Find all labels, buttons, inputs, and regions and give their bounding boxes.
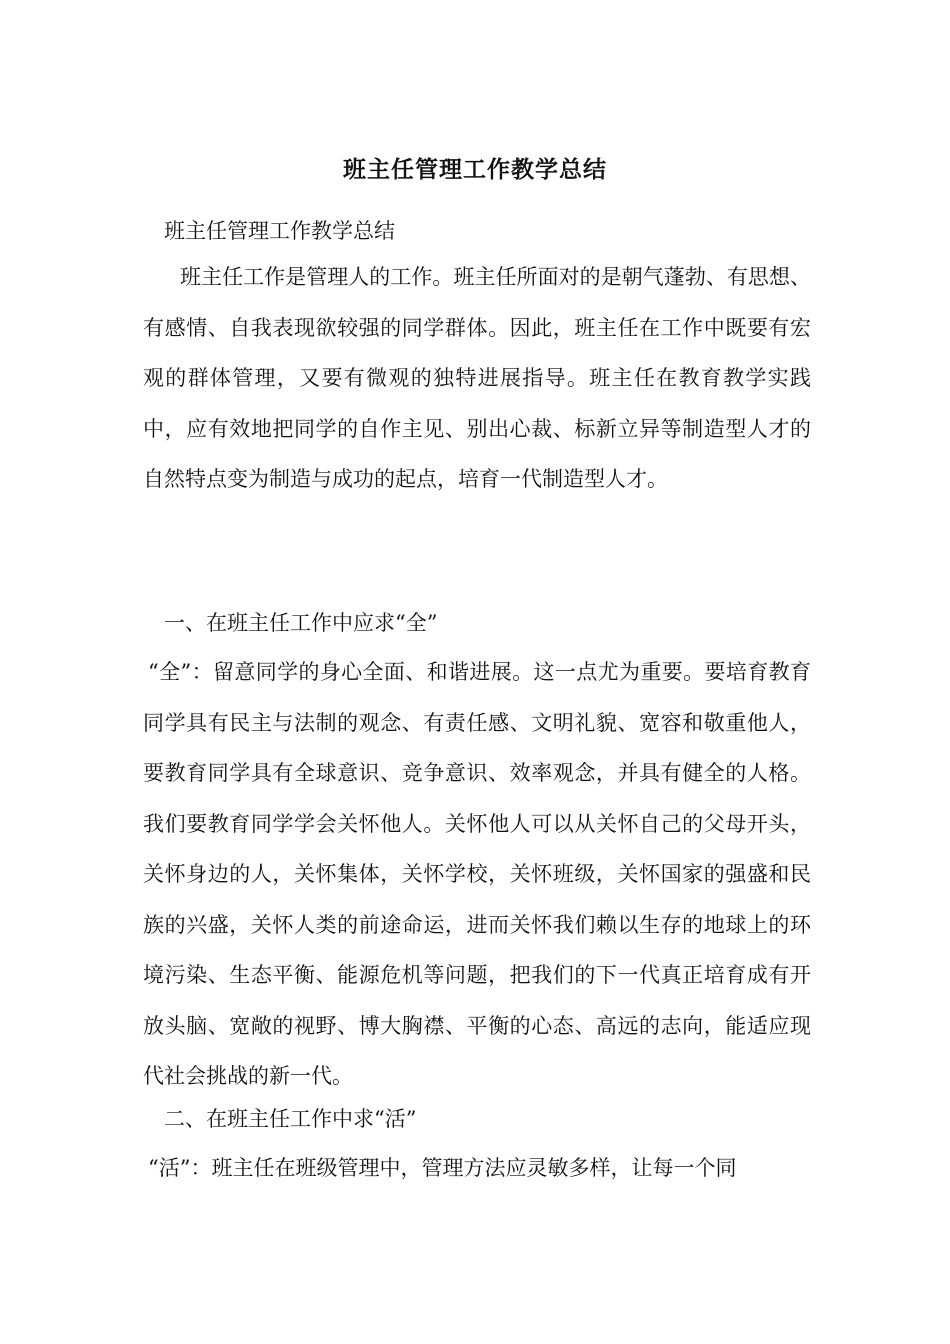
section-paragraph-1: “全”：留意同学的身心全面、和谐进展。这一点尤为重要。要培育教育同学具有民主与法制的观念、有责任感、文明礼貌、宽容和敬重他人，要教育同学具有全球意识、竞争意识、效率观念，并具有健全的人格。我们要教育同学学会关怀他人。关怀他人可以从关怀自己的父母开头，关怀身边的人，关怀集体，关怀学校，关怀班级，关怀国家的强盛和民族的兴盛，关怀人类的前途命运，进而关怀我们赖以生存的地球上的环境污染、生态平衡、能源危机等问题，把我们的下一代真正培育成有开放头脑、宽敞的视野、博大胸襟、平衡的心态、高远的志向，能适应现代社会挑战的新一代。 xyxy=(143,660,811,1088)
section-heading-2: 二、在班主任工作中求“活” xyxy=(164,1107,417,1131)
intro-paragraph: 班主任工作是管理人的工作。班主任所面对的是朝气蓬勃、有思想、有感情、自我表现欲较强的同学群体。因此，班主任在工作中既要有宏观的群体管理，又要有微观的独特进展指导。班主任在教育教学实践中，应有效地把同学的自作主见、别出心裁、标新立异等制造型人才的自然特点变为制造与成功的起点，培育一代制造型人才。 xyxy=(143,265,811,491)
section-paragraph-2: “活”：班主任在班级管理中，管理方法应灵敏多样，让每一个同 xyxy=(148,1156,737,1180)
document-title: 班主任管理工作教学总结 xyxy=(343,156,607,183)
section-heading-1: 一、在班主任工作中应求“全” xyxy=(164,611,438,635)
document-subtitle: 班主任管理工作教学总结 xyxy=(164,219,395,243)
